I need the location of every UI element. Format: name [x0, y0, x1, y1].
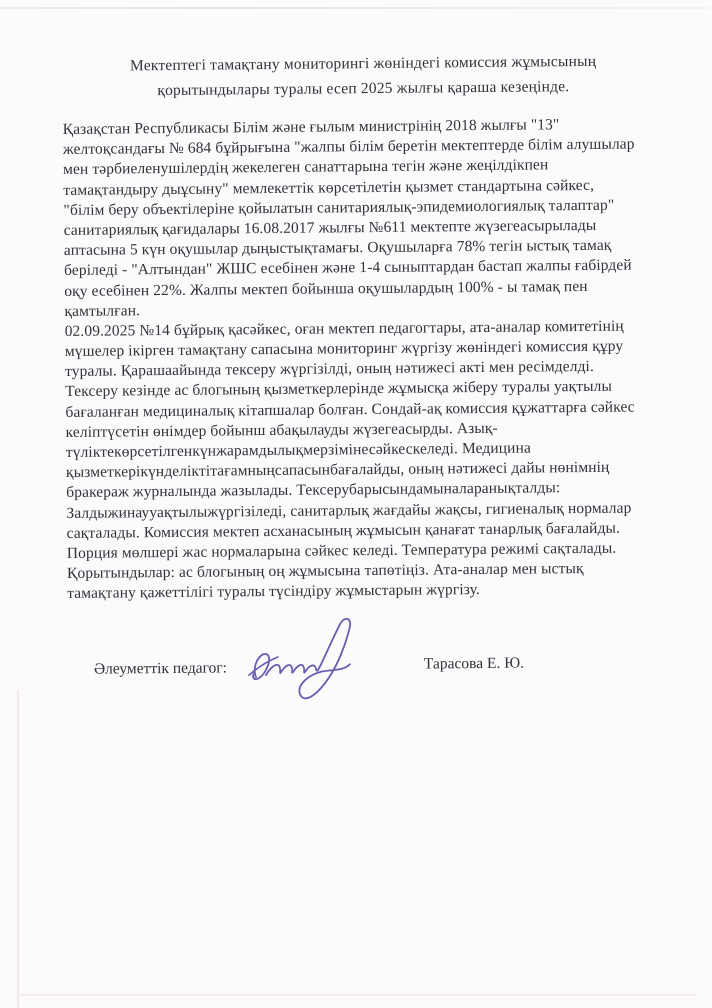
body-line: мүшелер ікірген тамақтану сапасына мониторинг жүргізу жөніндегі комиссия құру	[64, 337, 624, 361]
body-line: түліктекөрсетілгенкүнжарамдылықмерзімінесәйкескеледі. Медицина	[65, 439, 531, 461]
document-content	[62, 48, 670, 728]
body-line: "білім беру объектілеріне қойылатын санитариялық-эпидемиологиялық талаптар"	[63, 196, 615, 219]
handwritten-signature-icon	[245, 614, 371, 720]
body-line: бракераж журналында жазылады. Тексерубарысындамыналаранықталды:	[66, 479, 561, 502]
body-line: тамақтану қажеттілігі туралы түсіндіру жұмыстарын жүргізу.	[67, 581, 480, 603]
title-line: Мектептегі тамақтану мониторингі жөніндегі комиссия жұмысының	[129, 52, 597, 75]
body-line: Қазақстан Республикасы Білім және ғылым министрінің 2018 жылғы "13"	[62, 116, 560, 138]
signature-name: Тарасова Е. Ю.	[423, 654, 525, 673]
body-line: желтоқсандағы № 684 бұйрығына "жалпы білім беретін мектептерде білім алушылар	[62, 135, 635, 159]
body-line: 02.09.2025 №14 бұйрық қасәйкес, оған мектеп педагогтары, ата-аналар комитетінің	[64, 317, 624, 340]
scan-edge-left	[17, 690, 19, 1008]
body-line: Тексеру кезінде ас блогының қызметкерлерінде жұмысқа жіберу туралы уақтылы	[65, 378, 613, 401]
document-body	[63, 114, 670, 604]
body-line: оқу есебінен 22%. Жалпы мектеп бойынша оқушылардың 100% - ы тамақ пен	[64, 277, 588, 300]
body-line: аптасына 5 күн оқушылар дыңыстықтамағы. Оқушыларға 78% тегін ыстық тамақ	[63, 236, 612, 260]
body-line: Залдыжинаууақтылыжүргізіледі, санитарлық жағдайы жақсы, гигиеналық нормалар	[66, 499, 632, 522]
body-line: туралы. Қарашаайында тексеру жүргізілді, оның нәтижесі акті мен ресімделді.	[64, 358, 594, 381]
document-title	[62, 48, 664, 104]
scan-edge-top	[0, 7, 712, 9]
body-line: қамтылған.	[64, 301, 141, 320]
scan-edge-bottom	[17, 994, 697, 996]
body-line: қызметкерікүнделіктітағамныңсапасынбағалайды, оның нәтижесі дайы нөнімнің	[65, 458, 610, 482]
signature-role-label: Әлеуметтік педагог:	[93, 658, 228, 678]
body-line: бағаланған медициналық кітапшалар болған. Сондай-ақ комиссия құжаттарға сәйкес	[65, 398, 635, 421]
title-line: қорытындылары туралы есеп 2025 жылғы қараша кезеңінде.	[157, 78, 570, 100]
body-line: Порция мөлшері жас нормаларына сәйкес келеді. Температура режимі сақталады.	[66, 539, 617, 562]
body-line: мен тәрбиеленушілердің жекелеген санаттарына тегін және жеңілдікпен	[63, 156, 549, 179]
body-line: беріледі - "Алтындан" ЖШС есебінен және 1-4 сыныптардан бастап жалпы ғабірдей	[63, 256, 632, 280]
body-line: тамақтандыру дыұсыну" мемлекеттік көрсетілетін қызмет стандартына сәйкес,	[63, 176, 595, 199]
signature-block	[68, 643, 671, 729]
body-line: келіптүсетін өнімдер бойынш абақылауды жүзегеасырды. Азық-	[65, 419, 498, 441]
body-line: Қорытындылар: ас блогының оң жұмысына тапөтіңіз. Ата-аналар мен ыстық	[66, 560, 584, 583]
body-line: сақталады. Комиссия мектеп асханасының жұмысын қанағат танарлық бағалайды.	[66, 519, 621, 542]
body-line: санитариялық қағидалары 16.08.2017 жылғы №611 мектепте жүзегеасырылады	[63, 216, 597, 239]
